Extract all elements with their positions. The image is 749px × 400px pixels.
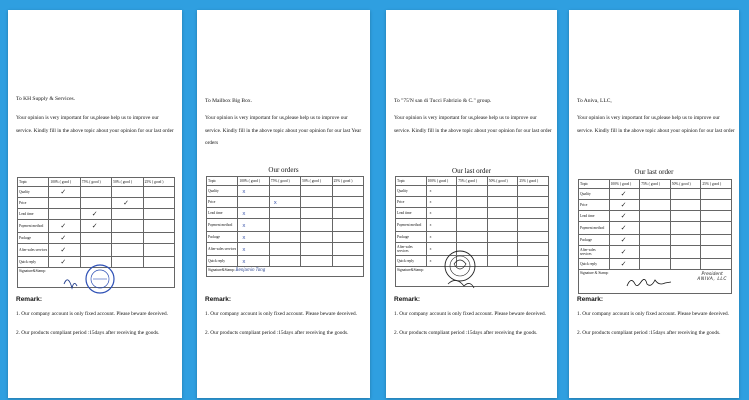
intro-text: Your opinion is very important for us,please help us to improve our service. Kindly fill in the above topic about your opinion for our last order (577, 115, 735, 134)
check-mark: ✓ (620, 235, 627, 244)
table-row (207, 186, 364, 197)
remark-title: Remark: (577, 296, 604, 303)
intro-text: Your opinion is very important for us,please help us to improve our service. Kindly fill in the above topic about your opinion for our last order (16, 115, 174, 134)
x-mark: X (273, 199, 277, 205)
signature-name: Benjamin Tong (235, 267, 266, 272)
table-row (396, 197, 549, 208)
x-mark: x (429, 222, 432, 227)
table-row (18, 187, 175, 198)
col-topic: Topic (18, 178, 49, 187)
x-mark: X (242, 246, 246, 252)
table-title: Our last order (452, 167, 491, 175)
check-mark: ✓ (60, 221, 67, 230)
survey-card-tucci (386, 10, 557, 398)
table-header-row (18, 178, 175, 187)
check-mark: ✓ (91, 209, 98, 218)
row-label: Payment method (396, 219, 427, 232)
signature-row (579, 270, 732, 294)
col-25: 25% ( good ) (143, 178, 174, 187)
remark-line-1: 1. Our company account is only fixed account. Please beware deceived. (205, 311, 357, 317)
row-label: Lead time (396, 208, 427, 219)
check-mark: ✓ (60, 245, 67, 254)
intro-text: Your opinion is very important for us,please help us to improve our service. Kindly fill in the above topic about your opinion for our last Year orders (205, 115, 362, 146)
row-label: Quality (579, 189, 610, 200)
col-25: 25% ( good ) (518, 177, 549, 186)
survey-table (578, 179, 732, 294)
remark-line-2: 2. Our products compliant period :15days after receiving the goods. (16, 330, 160, 336)
check-mark: ✓ (91, 221, 98, 230)
row-label: Price (396, 197, 427, 208)
table-header-row (207, 177, 364, 186)
row-label: Quality (207, 186, 238, 197)
check-mark: ✓ (620, 259, 627, 268)
col-topic: Topic (207, 177, 238, 186)
table-row (207, 256, 364, 267)
remark-line-1: 1. Our company account is only fixed account. Please beware deceived. (394, 311, 546, 317)
signature-label: Signature&Stamp: (208, 268, 235, 272)
remark-line-1: 1. Our company account is only fixed account. Please beware deceived. (16, 311, 168, 317)
recipient-line: To Mailbox Big Box. (205, 98, 252, 104)
check-mark: ✓ (620, 211, 627, 220)
survey-card-mailbox (197, 10, 370, 398)
x-mark: X (242, 210, 246, 216)
check-mark: ✓ (620, 189, 627, 198)
row-label: Price (207, 197, 238, 208)
signature-label: Signature&Stamp: (19, 269, 46, 273)
x-mark: X (242, 258, 246, 264)
x-mark: X (242, 234, 246, 240)
table-title: Our last order (634, 168, 674, 176)
handwritten-signature-icon (625, 274, 673, 290)
row-label: After-sales services (207, 243, 238, 256)
table-row (579, 259, 732, 270)
table-row (207, 243, 364, 256)
table-row (18, 220, 175, 233)
x-mark: x (429, 234, 432, 239)
table-row (18, 233, 175, 244)
col-50: 50% ( good ) (112, 178, 143, 187)
check-mark: ✓ (123, 198, 130, 207)
col-topic: Topic (579, 180, 610, 189)
col-100: 100% ( good ) (609, 180, 640, 189)
table-row (579, 222, 732, 235)
row-label: Quick reply (18, 257, 49, 268)
col-100: 100% ( good ) (426, 177, 457, 186)
col-100: 100% ( good ) (238, 177, 269, 186)
row-label: Price (579, 200, 610, 211)
row-label: Payment method (18, 220, 49, 233)
row-label: Price (18, 198, 49, 209)
check-mark: ✓ (620, 223, 627, 232)
x-mark: X (242, 188, 246, 194)
table-title: Our orders (268, 166, 299, 174)
row-label: Package (18, 233, 49, 244)
signature-row (207, 267, 364, 277)
table-row (579, 235, 732, 246)
x-mark: x (429, 210, 432, 215)
table-row (579, 200, 732, 211)
table-row (579, 246, 732, 259)
table-header-row (396, 177, 549, 186)
col-75: 75% ( good ) (80, 178, 111, 187)
col-25: 25% ( good ) (332, 177, 363, 186)
table-row (396, 219, 549, 232)
recipient-line: To KH Supply & Services. (16, 96, 76, 102)
survey-card-kh-supply (8, 10, 182, 398)
row-label: Quick reply (207, 256, 238, 267)
col-topic: Topic (396, 177, 427, 186)
row-label: Quick reply (396, 256, 427, 267)
row-label: Payment method (207, 219, 238, 232)
recipient-line: To Aniva, LLC, (577, 98, 612, 104)
signature-title: President (701, 272, 723, 277)
check-mark: ✓ (620, 200, 627, 209)
survey-card-aniva (569, 10, 739, 398)
recipient-line: To "75'N san di Tucci Fabrizio & C." group. (394, 98, 492, 104)
x-mark: x (429, 199, 432, 204)
table-row (396, 208, 549, 219)
table-row (579, 211, 732, 222)
row-label: Package (207, 232, 238, 243)
survey-table (206, 176, 364, 277)
x-mark: x (429, 188, 432, 193)
row-label: Quality (396, 186, 427, 197)
table-row (396, 232, 549, 243)
remark-line-1: 1. Our company account is only fixed account. Please beware deceived. (577, 311, 729, 317)
row-label: After-sales services (18, 244, 49, 257)
x-mark: x (429, 258, 432, 263)
col-75: 75% ( good ) (269, 177, 300, 186)
col-75: 75% ( good ) (640, 180, 671, 189)
remark-line-2: 2. Our products compliant period :15days after receiving the goods. (394, 330, 538, 336)
signature-label: Signature & Stamp: (580, 271, 609, 275)
col-50: 50% ( good ) (301, 177, 332, 186)
col-25: 25% ( good ) (701, 180, 732, 189)
table-header-row (579, 180, 732, 189)
table-row (207, 232, 364, 243)
check-mark: ✓ (60, 257, 67, 266)
company-stamp-icon (60, 262, 120, 296)
row-label: Lead time (18, 209, 49, 220)
remark-title: Remark: (394, 296, 421, 303)
col-100: 100% ( good ) (49, 178, 80, 187)
company-stamp-icon (442, 246, 478, 292)
check-mark: ✓ (60, 187, 67, 196)
table-row (207, 219, 364, 232)
x-mark: x (429, 246, 432, 251)
x-mark: X (242, 222, 246, 228)
table-row (396, 186, 549, 197)
check-mark: ✓ (620, 247, 627, 256)
row-label: Lead time (207, 208, 238, 219)
row-label: After-sales services (579, 246, 610, 259)
remark-title: Remark: (16, 296, 43, 303)
remark-line-2: 2. Our products compliant period :15days after receiving the goods. (577, 330, 721, 336)
row-label: Quick reply (579, 259, 610, 270)
check-mark: ✓ (60, 233, 67, 242)
col-75: 75% ( good ) (457, 177, 488, 186)
row-label: Package (579, 235, 610, 246)
row-label: Payment method (579, 222, 610, 235)
row-label: After-sales services (396, 243, 427, 256)
table-row (18, 198, 175, 209)
row-label: Quality (18, 187, 49, 198)
signature-label: Signature&Stamp: (397, 268, 424, 272)
col-50: 50% ( good ) (487, 177, 518, 186)
intro-text: Your opinion is very important for us,please help us to improve our service. Kindly fill in the above topic about your opinion for our last order (394, 115, 552, 134)
col-50: 50% ( good ) (670, 180, 701, 189)
table-row (18, 209, 175, 220)
table-row (207, 197, 364, 208)
row-label: Package (396, 232, 427, 243)
signature-company: ANIVA, LLC (697, 277, 727, 282)
table-row (579, 189, 732, 200)
table-row (18, 244, 175, 257)
remark-title: Remark: (205, 296, 232, 303)
row-label: Lead time (579, 211, 610, 222)
table-row (207, 208, 364, 219)
remark-line-2: 2. Our products compliant period :15days after receiving the goods. (205, 330, 349, 336)
